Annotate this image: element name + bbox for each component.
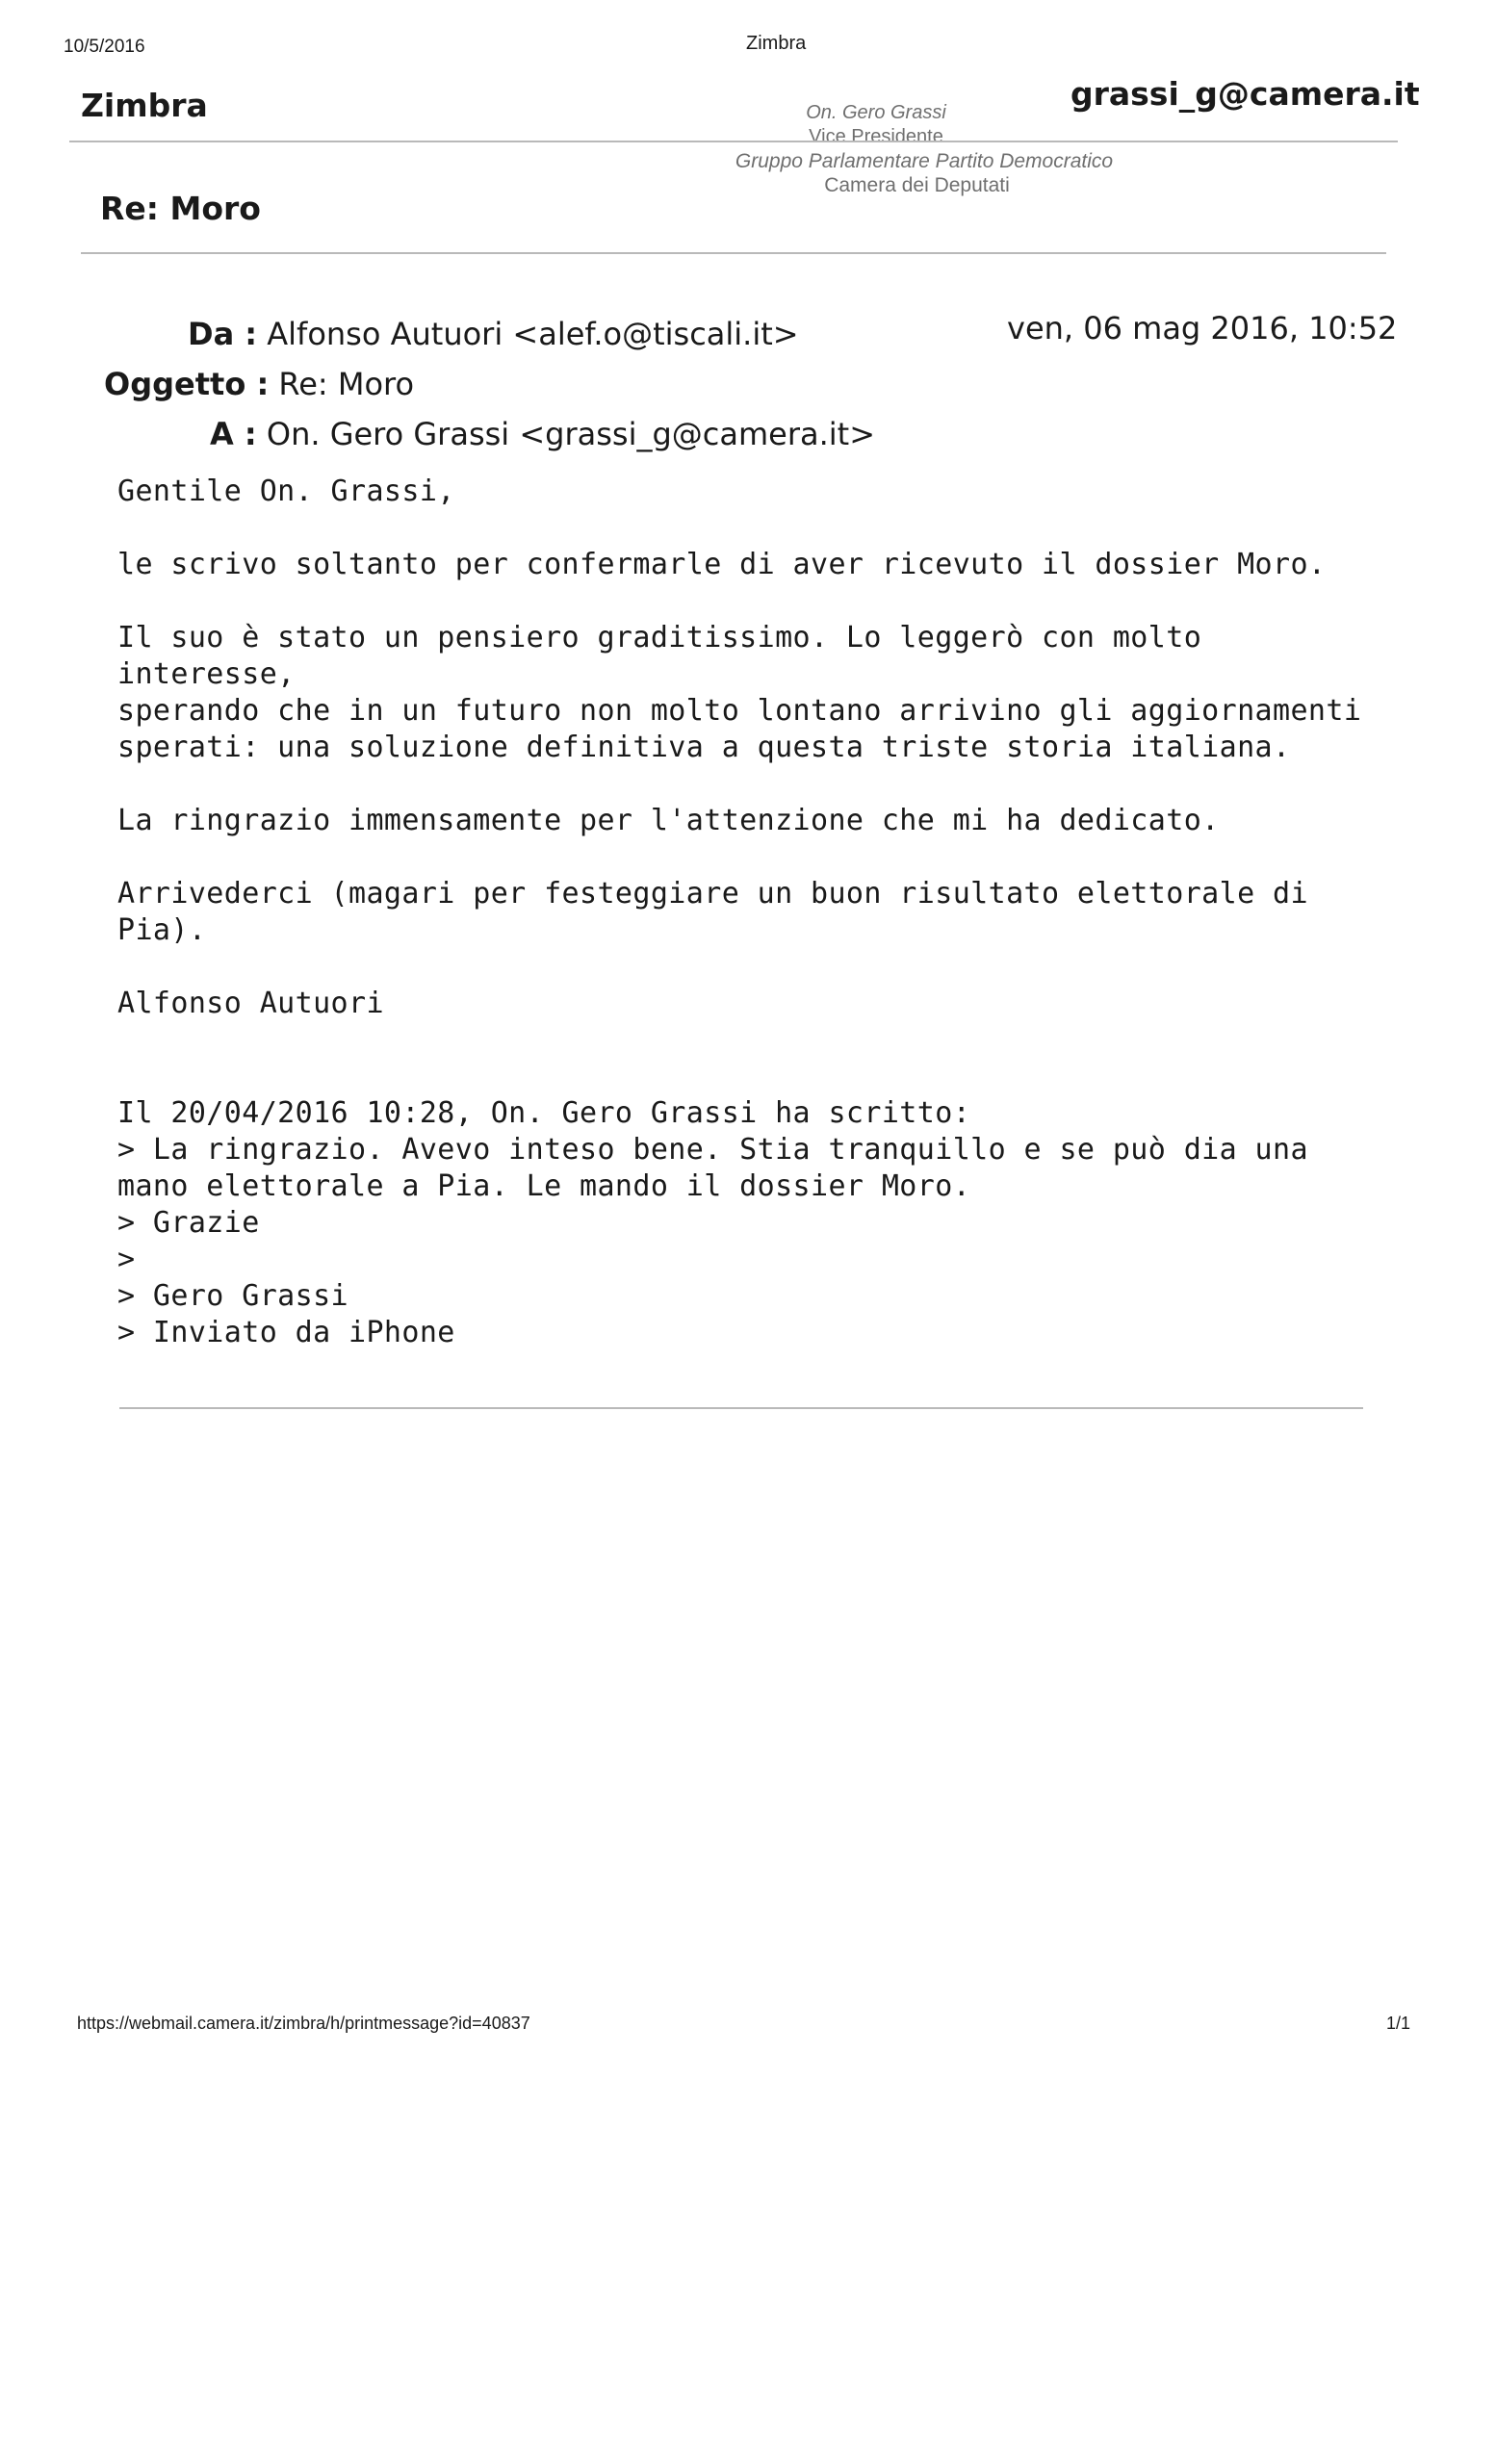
subject-divider	[81, 252, 1386, 254]
subject-value: Re: Moro	[278, 366, 415, 402]
print-page-title: Zimbra	[746, 33, 807, 54]
from-label: Da :	[188, 316, 258, 352]
app-name: Zimbra	[81, 87, 208, 124]
to-row	[210, 416, 875, 452]
header-divider	[69, 141, 1398, 142]
message-date: ven, 06 mag 2016, 10:52	[1007, 310, 1398, 346]
message-subject-heading: Re: Moro	[100, 190, 261, 227]
message-body: Gentile On. Grassi, le scrivo soltanto per confermarle di aver ricevuto il dossier Moro. Il suo è stato un pensiero graditissimo. Lo leggerò con molto interesse, sperando che in un futuro non molto lontano arrivino gli aggiornamenti sperati: una soluzione definitiva a questa triste storia italiana. La ringrazio immensamente per l'attenzione che mi ha dedicato. Arrivederci (magari per festeggiare un buon risultato elettorale di Pia). Alfonso Autuori Il 20/04/2016 10:28, On. Gero Grassi ha scritto: > La ringrazio. Avevo inteso bene. Stia tranquillo e se può dia una mano elettorale a Pia. Le mando il dossier Moro. > Grazie > > Gero Grassi > Inviato da iPhone	[117, 475, 1362, 1349]
to-value: On. Gero Grassi <grassi_g@camera.it>	[266, 416, 876, 452]
print-footer-url: https://webmail.camera.it/zimbra/h/printmessage?id=40837	[77, 2014, 530, 2033]
user-email: grassi_g@camera.it	[1070, 75, 1420, 113]
stamp-institution: Camera dei Deputati	[824, 174, 1010, 196]
print-page-number: 1/1	[1386, 2014, 1411, 2033]
office-stamp	[664, 101, 1184, 197]
from-row	[188, 316, 799, 352]
from-value: Alfonso Autuori <alef.o@tiscali.it>	[267, 316, 799, 352]
stamp-name: On. Gero Grassi	[806, 102, 946, 123]
print-date: 10/5/2016	[64, 37, 145, 57]
subject-label: Oggetto :	[104, 366, 270, 402]
stamp-role: Vice Presidente	[809, 126, 943, 147]
to-label: A :	[210, 416, 257, 452]
subject-row	[104, 366, 414, 402]
body-end-divider	[119, 1407, 1363, 1409]
stamp-group: Gruppo Parlamentare Partito Democratico	[735, 150, 1114, 172]
